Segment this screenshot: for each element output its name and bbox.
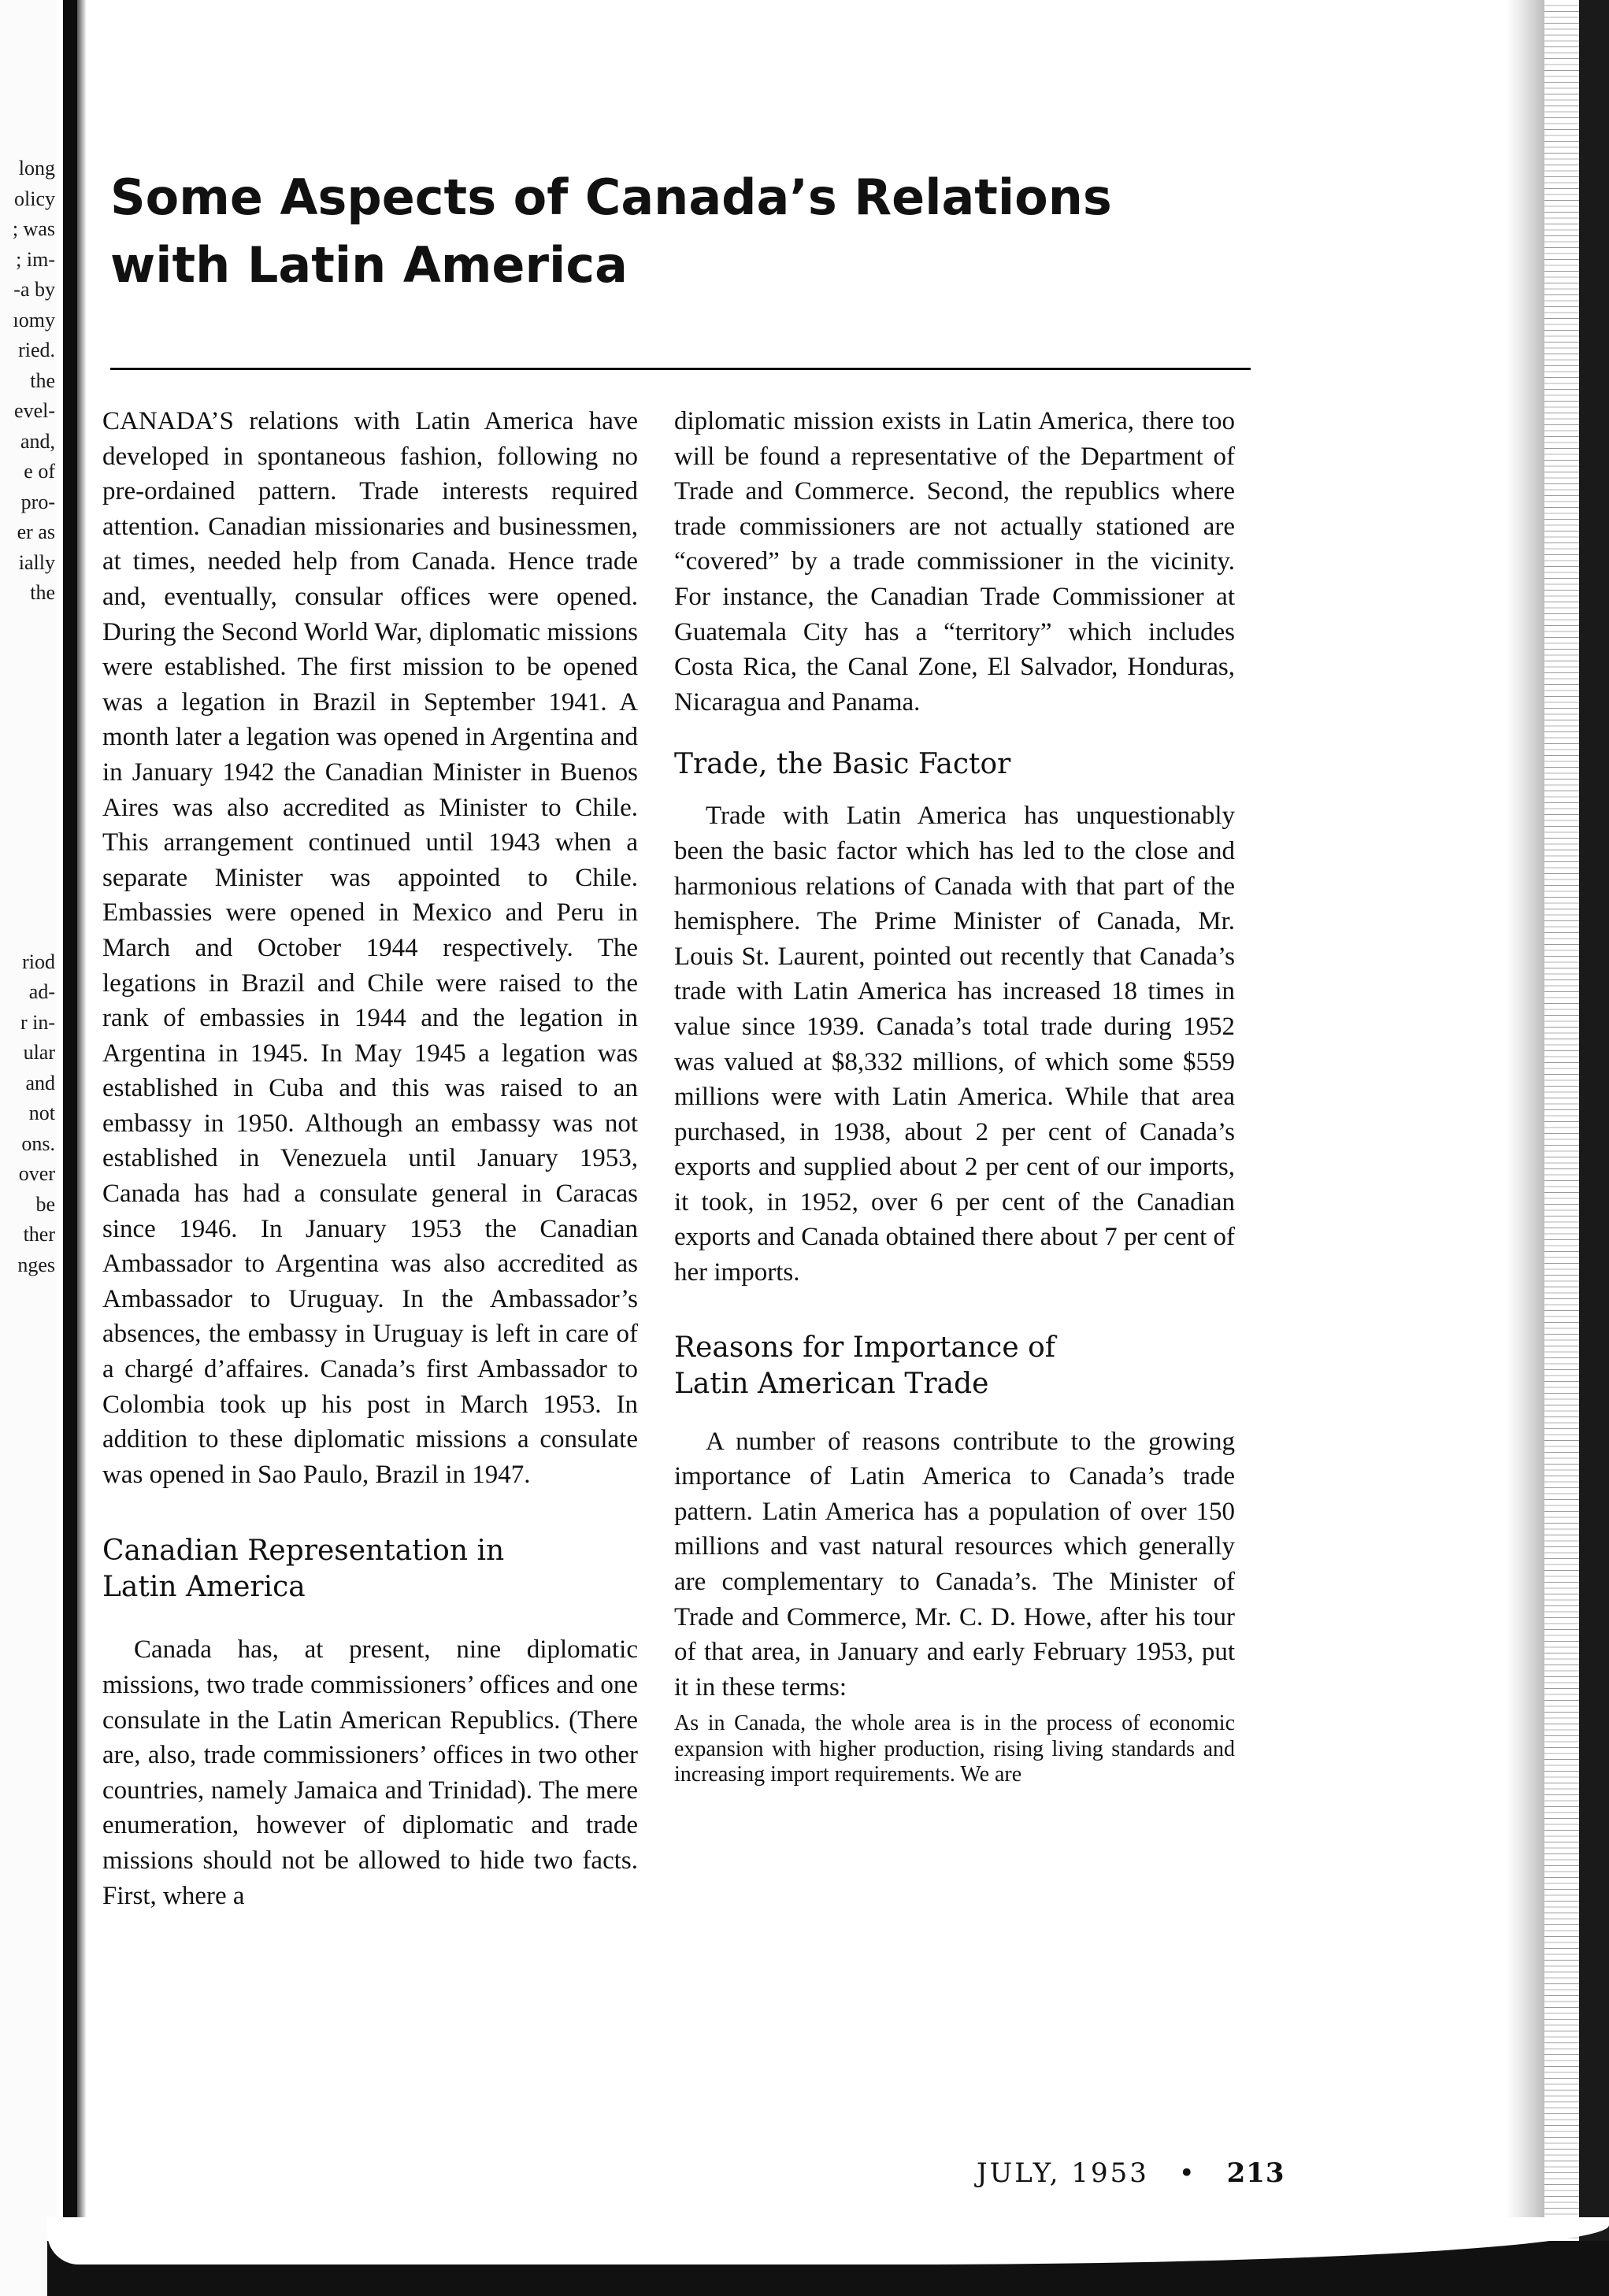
facing-page-margin	[0, 0, 57, 2296]
page-footer	[977, 2157, 1285, 2189]
page-number: 213	[1226, 2157, 1285, 2189]
section-heading-representation	[102, 1533, 638, 1605]
paragraph-continued: diplomatic mission exists in Latin America, there too will be found a representative of the Department of Trade and Commerce. Second, the republics where trade commissioners are not actually stationed are “covered” by a trade commissioner in the vicinity. For instance, the Canadian Trade Commissioner at Guatemala City has a “territory” which includes Costa Rica, the Canal Zone, El Salvador, Honduras, Nicaragua and Panama.	[674, 407, 1235, 717]
column-right	[674, 404, 1235, 1788]
heading-line: Reasons for Importance of	[674, 1331, 1056, 1364]
title-line-2: with Latin America	[110, 236, 628, 294]
facing-line: ; im-	[16, 247, 55, 271]
facing-line: e of	[24, 460, 55, 483]
facing-line: -a by	[13, 278, 55, 301]
facing-line: long	[18, 157, 55, 180]
heading-line: Canadian Representation in	[102, 1535, 505, 1568]
page-stack-edge	[1507, 0, 1609, 2296]
facing-line: and,	[20, 429, 55, 453]
page-edge-shadow	[1579, 0, 1609, 2296]
binding-gradient	[77, 0, 87, 2296]
title-rule	[110, 368, 1251, 370]
facing-line: ad-	[28, 980, 55, 1003]
facing-line: ons.	[21, 1131, 55, 1155]
facing-line: r in-	[20, 1010, 55, 1034]
paragraph-intro: CANADA’S relations with Latin America have developed in spontaneous fashion, following no pre-ordained pattern. Trade interests required attention. Canadian missionaries and businessmen, at times, needed help from Canada. Hence trade and, eventually, consular offices were opened. During the Second World War, diplomatic missions were established. The first mission to be opened was a legation in Brazil in September 1941. A month later a legation was opened in Argentina and in January 1942 the Canadian Minister in Buenos Aires was also accredited as Minister to Chile. This arrangement continued until 1943 when a separate Minister was appointed to Chile. Embassies were opened in Mexico and Peru in March and October 1944 respectively. The legations in Brazil and Chile were raised to the rank of embassies in 1944 and the legation in Argentina in 1945. In May 1945 a legation was established in Cuba and this was raised to an embassy in 1950. Although an embassy was not established in Venezuela until January 1953, Canada has had a consulate general in Caracas since 1946. In January 1953 the Canadian Ambassador to Argentina was also accredited as Ambassador to Uruguay. In the Ambassador’s absences, the embassy in Uruguay is left in care of a chargé d’affaires. Canada’s first Ambassador to Colombia took up his post in March 1953. In addition to these diplomatic missions a consulate was opened in Sao Paulo, Brazil in 1947.	[102, 407, 638, 1489]
facing-line: pro-	[20, 490, 55, 513]
block-quote: As in Canada, the whole area is in the process of economic expansion with higher production, rising living standards and increasing import requirements. We are	[674, 1711, 1235, 1787]
heading-line: Trade, the Basic Factor	[674, 748, 1011, 781]
facing-line: ried.	[18, 339, 55, 361]
facing-page-text	[0, 154, 55, 1280]
facing-line: the	[30, 368, 55, 392]
facing-line: ıomy	[13, 308, 55, 331]
heading-line: Latin America	[102, 1571, 306, 1604]
facing-line: er as	[17, 520, 55, 543]
page-binding-shadow	[63, 0, 77, 2296]
facing-line: nges	[17, 1253, 55, 1276]
facing-line: ular	[23, 1041, 55, 1064]
column-left	[102, 404, 638, 1913]
paragraph-representation: Canada has, at present, nine diplomatic missions, two trade commissioners’ offices and one consulate in the Latin American Republics. (There are, also, trade commissioners’ offices in two other countries, namely Jamaica and Trinidad). The mere enumeration, however of diplomatic and trade missions should not be allowed to hide two facts. First, where a	[102, 1635, 638, 1910]
facing-line: the	[30, 581, 55, 604]
facing-line: ther	[23, 1223, 55, 1246]
facing-line: and	[25, 1071, 55, 1094]
facing-line: riod	[22, 950, 55, 973]
article-title	[110, 164, 1260, 299]
facing-line: evel-	[14, 399, 55, 422]
section-heading-trade	[674, 746, 1235, 783]
title-line-1: Some Aspects of Canada’s Relations	[110, 168, 1112, 226]
heading-line: Latin American Trade	[674, 1367, 989, 1400]
footer-separator: •	[1178, 2157, 1197, 2189]
facing-line: be	[35, 1192, 55, 1216]
facing-line: ; was	[12, 217, 55, 240]
section-heading-reasons	[674, 1330, 1235, 1402]
issue-date: JULY, 1953	[977, 2157, 1149, 2189]
page-curl	[47, 2217, 1609, 2265]
paragraph-reasons: A number of reasons contribute to the growing importance of Latin America to Canada’s trade pattern. Latin America has a population of over 150 millions and vast natural resources which generally are complementary to Canada’s. The Minister of Trade and Commerce, Mr. C. D. Howe, after his tour of that area, in January and early February 1953, put it in these terms:	[674, 1427, 1235, 1702]
facing-line: over	[18, 1162, 55, 1185]
paragraph-trade: Trade with Latin America has unquestionably been the basic factor which has led to the close and harmonious relations of Canada with that part of the hemisphere. The Prime Minister of Canada, Mr. Louis St. Laurent, pointed out recently that Canada’s trade with Latin America has increased 18 times in value since 1939. Canada’s total trade during 1952 was valued at $8,332 millions, of which some $559 millions were with Latin America. While that area purchased, in 1938, about 2 per cent of Canada’s exports and supplied about 2 per cent of our imports, it took, in 1952, over 6 per cent of the Canadian exports and Canada obtained there about 7 per cent of her imports.	[674, 802, 1235, 1287]
facing-line: ially	[18, 550, 55, 574]
facing-line: not	[28, 1102, 55, 1124]
bottom-shadow	[47, 2241, 1609, 2296]
facing-line: olicy	[14, 187, 55, 210]
page-edge-gutter	[1507, 0, 1544, 2296]
